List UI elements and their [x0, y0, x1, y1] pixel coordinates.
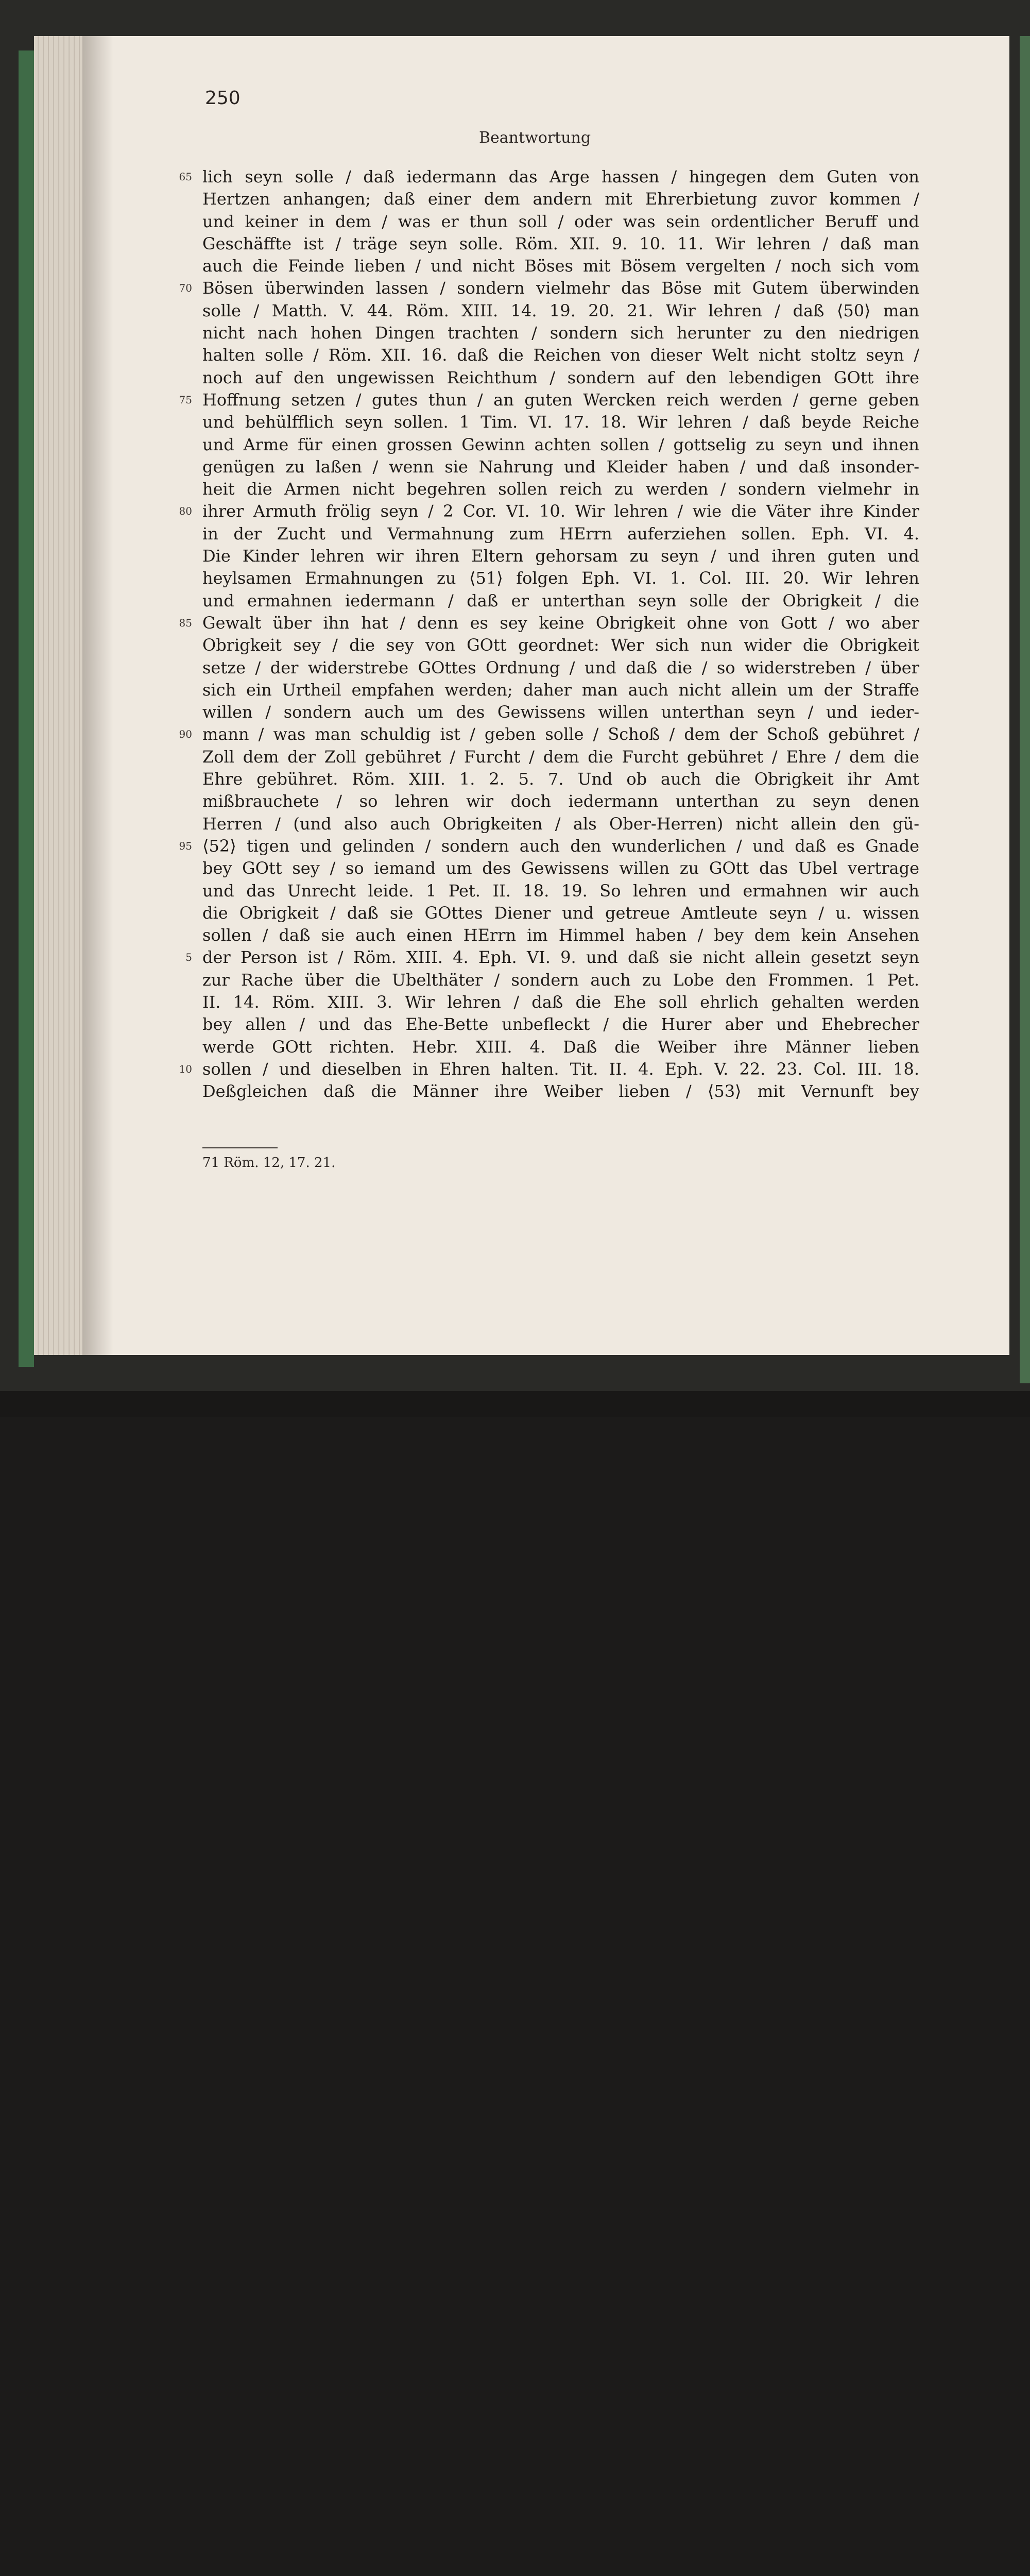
line-text: lich seyn solle / daß iedermann das Arge hassen / hingegen dem Guten von	[202, 167, 919, 187]
text-line	[202, 813, 919, 835]
line-text: noch auf den ungewissen Reichthum / sondern auf den lebendigen GOtt ihre	[202, 367, 919, 387]
line-text: heylsamen Ermahnungen zu ⟨51⟩ folgen Eph. VI. 1. Col. III. 20. Wir lehren	[202, 568, 919, 588]
text-line	[202, 857, 919, 879]
line-number: 75	[179, 393, 192, 406]
text-line	[202, 768, 919, 790]
line-text: bey allen / und das Ehe-Bette unbefleckt / die Hurer aber und Ehebrecher	[202, 1014, 919, 1035]
running-head: Beantwortung	[479, 129, 591, 147]
line-number: 10	[179, 1062, 192, 1075]
text-line	[202, 1036, 919, 1058]
line-text: und ermahnen iedermann / daß er unterthan seyn solle der Obrigkeit / die	[202, 590, 919, 611]
text-line	[202, 701, 919, 723]
line-text: II. 14. Röm. XIII. 3. Wir lehren / daß die Ehe soll ehrlich gehalten werden	[202, 992, 919, 1012]
text-line	[179, 277, 919, 299]
line-text: zur Rache über die Ubelthäter / sondern auch zu Lobe den Frommen. 1 Pet.	[202, 970, 919, 990]
viewer-footer-bar	[0, 1391, 1030, 1417]
line-number: 65	[179, 171, 192, 183]
line-number: 85	[179, 616, 192, 629]
text-line	[202, 567, 919, 589]
footnote: 71 Röm. 12, 17. 21.	[202, 1155, 336, 1171]
text-line	[202, 1013, 919, 1036]
line-text: Geschäffte ist / träge seyn solle. Röm. XII. 9. 10. 11. Wir lehren / daß man	[202, 233, 919, 253]
text-line	[202, 679, 919, 701]
line-text: sollen / und dieselben in Ehren halten. Tit. II. 4. Eph. V. 22. 23. Col. III. 18.	[202, 1059, 919, 1079]
line-text: setze / der widerstrebe GOttes Ordnung / und daß die / so widerstreben / über	[202, 657, 919, 677]
line-text: sich ein Urtheil empfahen werden; daher man auch nicht allein um der Straffe	[202, 680, 919, 700]
text-line	[202, 233, 919, 255]
text-line	[202, 545, 919, 567]
text-line	[202, 255, 919, 277]
line-text: und das Unrecht leide. 1 Pet. II. 18. 19. So lehren und ermahnen wir auch	[202, 880, 919, 901]
line-text: Bösen überwinden lassen / sondern vielmehr das Böse mit Gutem überwinden	[202, 278, 919, 298]
line-text: der Person ist / Röm. XIII. 4. Eph. VI. 9. und daß sie nicht allein gesetzt seyn	[202, 947, 919, 968]
line-text: die Obrigkeit / daß sie GOttes Diener und getreue Amtleute seyn / u. wissen	[202, 903, 919, 923]
main-text-block	[179, 166, 919, 1103]
line-text: auch die Feinde lieben / und nicht Böses mit Bösem vergelten / noch sich vom	[202, 256, 919, 276]
text-line	[202, 411, 919, 433]
line-text: Hertzen anhangen; daß einer dem andern mit Ehrerbietung zuvor kommen /	[202, 189, 919, 209]
footnote-rule	[202, 1147, 278, 1148]
line-text: Obrigkeit sey / die sey von GOtt geordnet: Wer sich nun wider die Obrigkeit	[202, 635, 919, 655]
line-text: genügen zu laßen / wenn sie Nahrung und Kleider haben / und daß insonder-	[202, 456, 919, 477]
line-text: und keiner in dem / was er thun soll / oder was sein ordentlicher Beruff und	[202, 211, 919, 231]
text-line	[202, 657, 919, 679]
text-line	[202, 634, 919, 656]
text-line	[179, 389, 919, 411]
line-text: Herren / (und also auch Obrigkeiten / als Ober-Herren) nicht allein den gü-	[202, 814, 919, 834]
line-number: 5	[185, 951, 192, 964]
text-line	[202, 211, 919, 233]
text-line	[179, 166, 919, 188]
line-text: Die Kinder lehren wir ihren Eltern gehorsam zu seyn / und ihren guten und	[202, 546, 919, 566]
line-number: 90	[179, 728, 192, 741]
line-text: solle / Matth. V. 44. Röm. XIII. 14. 19. 20. 21. Wir lehren / daß ⟨50⟩ man	[202, 300, 919, 320]
line-text: in der Zucht und Vermahnung zum HErrn auferziehen sollen. Eph. VI. 4.	[202, 523, 919, 544]
line-text: Zoll dem der Zoll gebühret / Furcht / dem die Furcht gebühret / Ehre / dem die	[202, 747, 919, 767]
text-line	[179, 835, 919, 857]
text-line	[179, 612, 919, 634]
line-text: bey GOtt sey / so iemand um des Gewissens willen zu GOtt das Ubel vertrage	[202, 858, 919, 878]
text-line	[202, 367, 919, 389]
text-line	[202, 590, 919, 612]
line-text: Hoffnung setzen / gutes thun / an guten Wercken reich werden / gerne geben	[202, 389, 919, 410]
text-line	[202, 300, 919, 322]
text-line	[202, 188, 919, 210]
line-text: Gewalt über ihn hat / denn es sey keine Obrigkeit ohne von Gott / wo aber	[202, 613, 919, 633]
line-text: ⟨52⟩ tigen und gelinden / sondern auch den wunderlichen / und daß es Gnade	[202, 836, 919, 856]
text-line	[202, 880, 919, 902]
page-number: 250	[205, 88, 241, 109]
text-line	[202, 991, 919, 1013]
line-text: ihrer Armuth frölig seyn / 2 Cor. VI. 10. Wir lehren / wie die Väter ihre Kinder	[202, 501, 919, 521]
book-cover-edge	[19, 50, 34, 1367]
line-text: nicht nach hohen Dingen trachten / sondern sich herunter zu den niedrigen	[202, 323, 919, 343]
line-text: mißbrauchete / so lehren wir doch iedermann unterthan zu seyn denen	[202, 791, 919, 811]
line-text: mann / was man schuldig ist / geben solle / Schoß / dem der Schoß gebühret /	[202, 724, 919, 744]
text-line	[179, 723, 919, 745]
line-text: sollen / daß sie auch einen HErrn im Himmel haben / bey dem kein Ansehen	[202, 925, 919, 945]
line-text: und Arme für einen grossen Gewinn achten sollen / gottselig zu seyn und ihnen	[202, 434, 919, 454]
book-cover-right-edge	[1020, 36, 1030, 1383]
line-number: 95	[179, 839, 192, 852]
line-number: 80	[179, 505, 192, 518]
line-text: und behülfflich seyn sollen. 1 Tim. VI. 17. 18. Wir lehren / daß beyde Reiche	[202, 412, 919, 432]
text-line	[202, 1080, 919, 1103]
text-line	[202, 746, 919, 768]
text-line	[202, 969, 919, 991]
page-gutter-shadow	[82, 36, 113, 1355]
text-line	[179, 1058, 919, 1080]
text-line	[202, 902, 919, 924]
text-line	[202, 523, 919, 545]
line-text: heit die Armen nicht begehren sollen reich zu werden / sondern vielmehr in	[202, 479, 919, 499]
text-line	[185, 946, 919, 969]
text-line	[202, 322, 919, 344]
text-line	[202, 344, 919, 366]
line-text: werde GOtt richten. Hebr. XIII. 4. Daß die Weiber ihre Männer lieben	[202, 1037, 919, 1057]
text-line	[202, 790, 919, 812]
text-line	[179, 500, 919, 522]
line-text: Ehre gebühret. Röm. XIII. 1. 2. 5. 7. Und ob auch die Obrigkeit ihr Amt	[202, 769, 919, 789]
line-text: willen / sondern auch um des Gewissens willen unterthan seyn / und ieder-	[202, 702, 919, 722]
text-line	[202, 434, 919, 456]
line-text: Deßgleichen daß die Männer ihre Weiber lieben / ⟨53⟩ mit Vernunft bey	[202, 1081, 919, 1101]
text-line	[202, 456, 919, 478]
line-number: 70	[179, 282, 192, 295]
line-text: halten solle / Röm. XII. 16. daß die Reichen von dieser Welt nicht stoltz seyn /	[202, 345, 919, 365]
text-line	[202, 478, 919, 500]
text-line	[202, 924, 919, 946]
